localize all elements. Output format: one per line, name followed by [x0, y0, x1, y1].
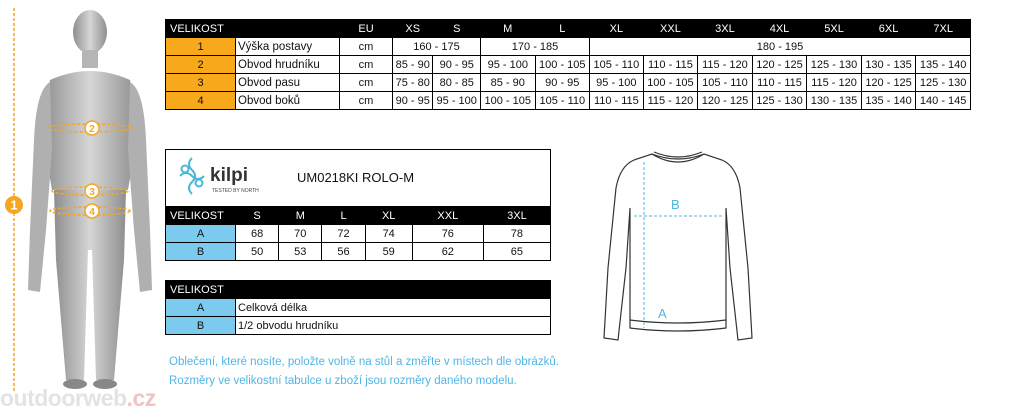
table-row: [166, 225, 551, 243]
table-cell: 74: [365, 225, 412, 243]
row-name: Výška postavy: [236, 38, 340, 56]
col-header: XL: [365, 207, 412, 225]
row-unit: cm: [340, 74, 393, 92]
col-header: M: [279, 207, 322, 225]
table-cell: 90 - 95: [433, 56, 481, 74]
watermark-tld: .cz: [126, 385, 156, 411]
shirt-label-a: A: [658, 306, 667, 321]
table-cell: 100 - 105: [481, 92, 536, 110]
watermark: [0, 385, 156, 412]
table-cell: 100 - 105: [535, 56, 590, 74]
body-measurement-figure: [0, 0, 160, 412]
row-number: 4: [166, 92, 236, 110]
row-name: Obvod hrudníku: [236, 56, 340, 74]
instruction-note: Rozměry ve velikostní tabulce u zboží jsou rozměry daného modelu.: [169, 375, 517, 387]
row-number: 2: [166, 56, 236, 74]
marker-label: 3: [89, 187, 95, 198]
product-size-table: [165, 206, 551, 261]
table-cell: 120 - 125: [752, 56, 807, 74]
table-cell: 80 - 85: [433, 74, 481, 92]
size-chart-table: [165, 19, 971, 110]
table-row: [166, 299, 551, 317]
table-cell: 130 - 135: [807, 92, 862, 110]
table-header-row: [166, 207, 551, 225]
shirt-label-b: B: [671, 197, 680, 212]
col-header: 3XL: [698, 20, 753, 38]
marker-label: 4: [89, 207, 95, 218]
row-number: 1: [166, 38, 236, 56]
marker-height: [5, 196, 23, 214]
table-cell: 135 - 140: [916, 56, 971, 74]
col-header: 3XL: [483, 207, 550, 225]
col-header: L: [322, 207, 365, 225]
col-header: S: [236, 207, 279, 225]
row-unit: cm: [340, 56, 393, 74]
table-cell: 105 - 110: [590, 56, 644, 74]
table-cell: 56: [322, 243, 365, 261]
table-cell: 120 - 125: [698, 92, 753, 110]
table-header-row: [166, 281, 551, 299]
table-cell: 110 - 115: [643, 56, 698, 74]
col-header: 4XL: [752, 20, 807, 38]
table-row: [166, 317, 551, 335]
table-cell: 90 - 95: [393, 92, 433, 110]
table-cell: 90 - 95: [535, 74, 590, 92]
row-description: Celková délka: [236, 299, 551, 317]
table-cell: 115 - 120: [643, 92, 698, 110]
row-key: B: [166, 243, 236, 261]
col-header: 5XL: [807, 20, 862, 38]
table-cell: 110 - 115: [752, 74, 807, 92]
col-header: EU: [340, 20, 393, 38]
col-header: XS: [393, 20, 433, 38]
col-header: M: [481, 20, 536, 38]
table-row-height: [166, 38, 971, 56]
table-cell: 53: [279, 243, 322, 261]
table-cell: 70: [279, 225, 322, 243]
col-header: [236, 20, 340, 38]
table-cell: 68: [236, 225, 279, 243]
col-header: XL: [590, 20, 644, 38]
marker-waist: [85, 184, 99, 198]
model-name: UM0218KI ROLO-M: [297, 170, 415, 185]
table-cell: 50: [236, 243, 279, 261]
table-cell: 180 - 195: [590, 38, 971, 56]
row-number: 3: [166, 74, 236, 92]
watermark-main: outdoorweb: [0, 385, 127, 411]
table-cell: 135 - 140: [861, 92, 916, 110]
measurement-legend-table: [165, 280, 551, 335]
table-cell: 115 - 120: [807, 74, 862, 92]
table-row-chest: [166, 56, 971, 74]
table-cell: 85 - 90: [393, 56, 433, 74]
table-cell: 160 - 175: [393, 38, 481, 56]
table-cell: 65: [483, 243, 550, 261]
table-cell: 130 - 135: [861, 56, 916, 74]
table-cell: 120 - 125: [861, 74, 916, 92]
table-cell: 95 - 100: [433, 92, 481, 110]
table-cell: 78: [483, 225, 550, 243]
col-header: VELIKOST: [166, 20, 236, 38]
col-header: 7XL: [916, 20, 971, 38]
table-row-waist: [166, 74, 971, 92]
table-cell: 85 - 90: [481, 74, 536, 92]
row-unit: cm: [340, 38, 393, 56]
table-cell: 125 - 130: [807, 56, 862, 74]
table-cell: 95 - 100: [481, 56, 536, 74]
table-cell: 105 - 110: [698, 74, 753, 92]
table-cell: 76: [412, 225, 483, 243]
row-description: 1/2 obvodu hrudníku: [236, 317, 551, 335]
col-header: S: [433, 20, 481, 38]
kilpi-logo: [176, 150, 262, 204]
table-cell: 100 - 105: [643, 74, 698, 92]
table-header-row: [166, 20, 971, 38]
table-cell: 140 - 145: [916, 92, 971, 110]
row-key: A: [166, 299, 236, 317]
table-cell: 125 - 130: [752, 92, 807, 110]
table-row-hips: [166, 92, 971, 110]
marker-hips: [85, 204, 99, 218]
row-unit: cm: [340, 92, 393, 110]
table-cell: 75 - 80: [393, 74, 433, 92]
col-header: VELIKOST: [166, 207, 236, 225]
brand-tagline: TESTED BY NORTH: [212, 188, 259, 194]
row-key: B: [166, 317, 236, 335]
row-name: Obvod pasu: [236, 74, 340, 92]
table-cell: 95 - 100: [590, 74, 644, 92]
table-cell: 125 - 130: [916, 74, 971, 92]
col-header: L: [535, 20, 590, 38]
table-cell: 72: [322, 225, 365, 243]
marker-chest: [85, 121, 99, 135]
col-header: 6XL: [861, 20, 916, 38]
col-header: XXL: [643, 20, 698, 38]
marker-label: 1: [10, 197, 18, 213]
table-cell: 110 - 115: [590, 92, 644, 110]
table-cell: 115 - 120: [698, 56, 753, 74]
table-cell: 62: [412, 243, 483, 261]
table-cell: 170 - 185: [481, 38, 590, 56]
row-name: Obvod boků: [236, 92, 340, 110]
table-cell: 105 - 110: [535, 92, 590, 110]
shirt-diagram: [598, 148, 758, 350]
row-key: A: [166, 225, 236, 243]
col-header: XXL: [412, 207, 483, 225]
marker-label: 2: [89, 124, 95, 135]
table-row: [166, 243, 551, 261]
table-cell: 59: [365, 243, 412, 261]
instruction-note: Oblečení, které nosíte, položte volně na stůl a změřte v místech dle obrázků.: [169, 356, 559, 368]
brand-name: kilpi: [210, 165, 249, 186]
col-header: VELIKOST: [166, 281, 551, 299]
